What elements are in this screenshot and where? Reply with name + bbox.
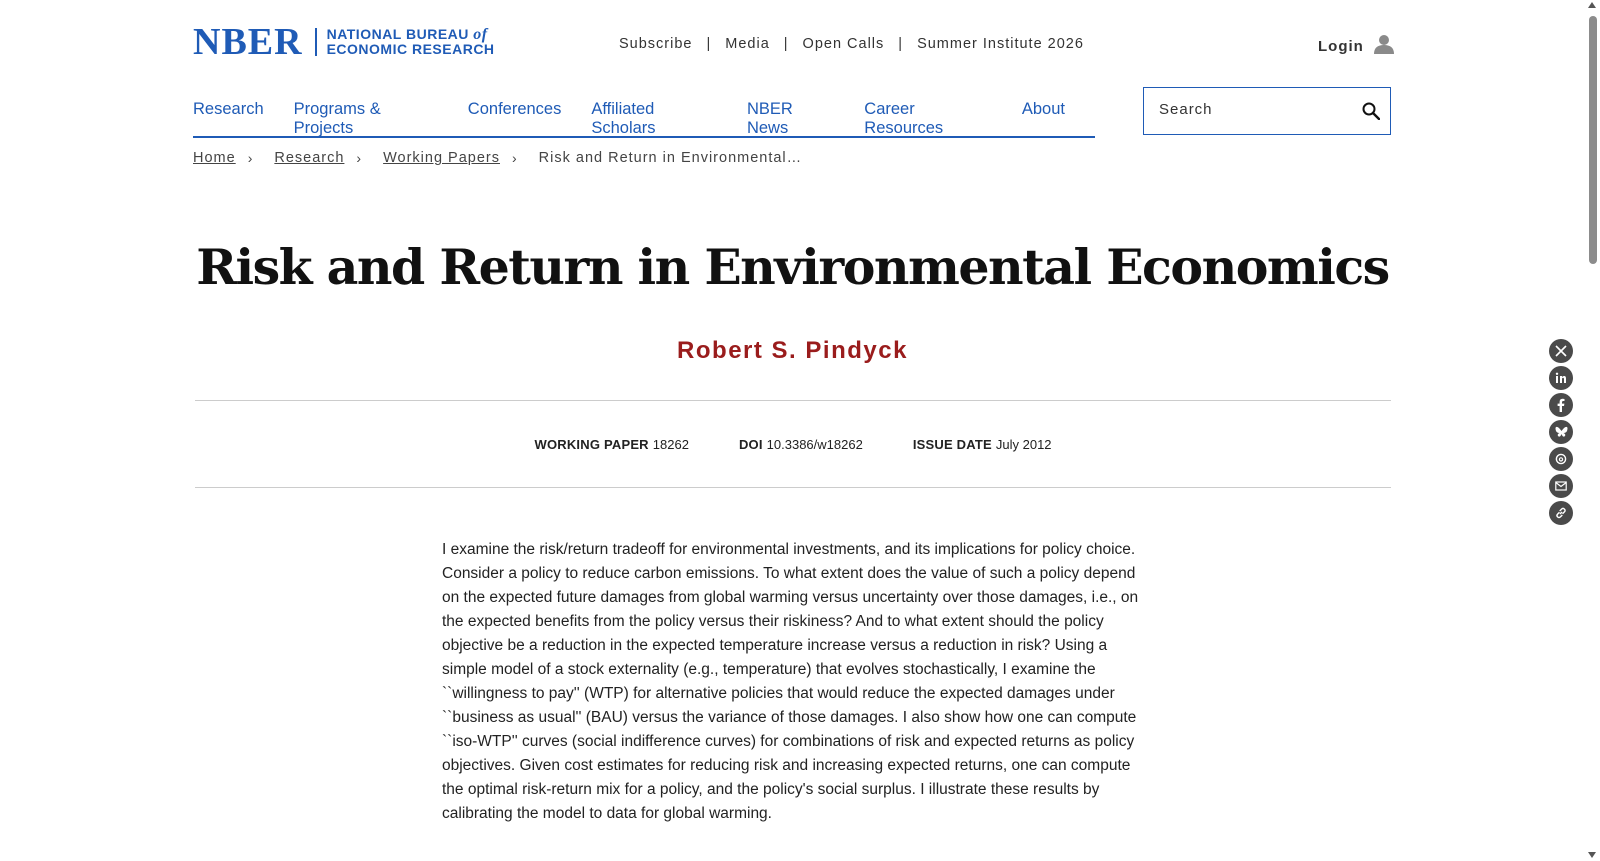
breadcrumb-research[interactable]: Research <box>274 150 345 166</box>
logo-line1-italic: of <box>473 26 488 43</box>
nav-about[interactable]: About <box>1021 100 1065 118</box>
logo-mark: NBER <box>193 21 303 63</box>
paper-meta <box>195 400 1391 488</box>
media-link[interactable]: Media <box>725 36 770 52</box>
facebook-icon[interactable] <box>1549 393 1573 417</box>
meta-value: July 2012 <box>995 436 1052 452</box>
breadcrumb-working-papers[interactable]: Working Papers <box>383 150 500 166</box>
author-link[interactable]: Robert S. Pindyck <box>677 337 908 364</box>
logo-divider <box>315 28 317 56</box>
user-icon <box>1364 34 1394 58</box>
scroll-up-icon[interactable] <box>1588 2 1596 8</box>
breadcrumb-home[interactable]: Home <box>193 150 236 166</box>
search-input[interactable] <box>1144 101 1349 122</box>
utility-separator: | <box>898 36 904 52</box>
nav-programs-projects[interactable]: Programs & Projects <box>293 100 381 137</box>
bluesky-icon[interactable] <box>1549 420 1573 444</box>
meta-label: WORKING PAPER <box>534 436 649 452</box>
meta-label: ISSUE DATE <box>912 436 992 452</box>
open-calls-link[interactable]: Open Calls <box>802 36 885 52</box>
utility-separator: | <box>783 36 789 52</box>
scrollbar-thumb[interactable] <box>1589 16 1597 264</box>
nav-conferences[interactable]: Conferences <box>467 100 562 118</box>
nav-research[interactable]: Research <box>193 100 264 118</box>
search-box <box>1143 87 1391 135</box>
meta-issue-date <box>913 437 1052 452</box>
copy-link-icon[interactable] <box>1549 501 1573 525</box>
nav-career-resources[interactable]: Career Resources <box>864 100 944 137</box>
logo-wordmark <box>327 27 495 57</box>
subscribe-link[interactable]: Subscribe <box>619 36 693 52</box>
breadcrumb <box>193 150 802 166</box>
breadcrumb-current: Risk and Return in Environmental… <box>538 150 803 166</box>
login-button[interactable] <box>1318 34 1394 58</box>
utility-nav <box>619 36 1084 52</box>
email-icon[interactable] <box>1549 474 1573 498</box>
nber-logo[interactable] <box>193 21 495 63</box>
linkedin-icon[interactable] <box>1549 366 1573 390</box>
threads-icon[interactable] <box>1549 447 1573 471</box>
logo-line1: NATIONAL BUREAU <box>326 26 474 42</box>
logo-line2: ECONOMIC RESEARCH <box>326 41 495 57</box>
chevron-right-icon: › <box>356 150 363 166</box>
search-icon[interactable] <box>1362 102 1380 125</box>
summer-institute-link[interactable]: Summer Institute 2026 <box>917 36 1084 52</box>
page-title: Risk and Return in Environmental Economics <box>196 238 1389 296</box>
abstract-text: I examine the risk/return tradeoff for environmental investments, and its implications for policy choice. Consider a policy to reduce carbon emissions. To what extent does the value of such a policy depend on the expected future damages from global warming versus uncertainty over those damages, i.e., on the expected benefits from the policy versus their riskiness? And to what extent should the policy objective be a reduction in the expected temperature increase versus a reduction in risk? Using a simple model of a stock externality (e.g., temperature) that evolves stochastically, I examine the ``willingness to pay'' (WTP) for alternative policies that would reduce the expected damages under ``business as usual'' (BAU) versus the variance of those damages. I also show how one can compute ``iso-WTP'' curves (social indifference curves) for combinations of risk and expected returns as policy objectives. Given cost estimates for reducing risk and increasing expected returns, one can compute the optimal risk-return mix for a policy, and the policy's social surplus. I illustrate these results by calibrating the model to data for global warming. <box>442 541 1139 822</box>
meta-value: 18262 <box>652 436 689 452</box>
meta-working-paper <box>534 437 688 452</box>
share-bar <box>1549 339 1573 528</box>
login-label: Login <box>1318 37 1364 55</box>
meta-doi <box>739 437 863 452</box>
main-nav <box>193 100 1095 138</box>
scroll-down-icon[interactable] <box>1588 852 1596 858</box>
chevron-right-icon: › <box>247 150 254 166</box>
meta-label: DOI <box>738 436 763 452</box>
meta-value: 10.3386/w18262 <box>766 436 863 452</box>
utility-separator: | <box>706 36 712 52</box>
chevron-right-icon: › <box>511 150 518 166</box>
nav-affiliated-scholars[interactable]: Affiliated Scholars <box>591 100 656 137</box>
x-icon[interactable] <box>1549 339 1573 363</box>
page-scrollbar[interactable] <box>1585 0 1600 861</box>
nav-nber-news[interactable]: NBER News <box>746 100 793 137</box>
